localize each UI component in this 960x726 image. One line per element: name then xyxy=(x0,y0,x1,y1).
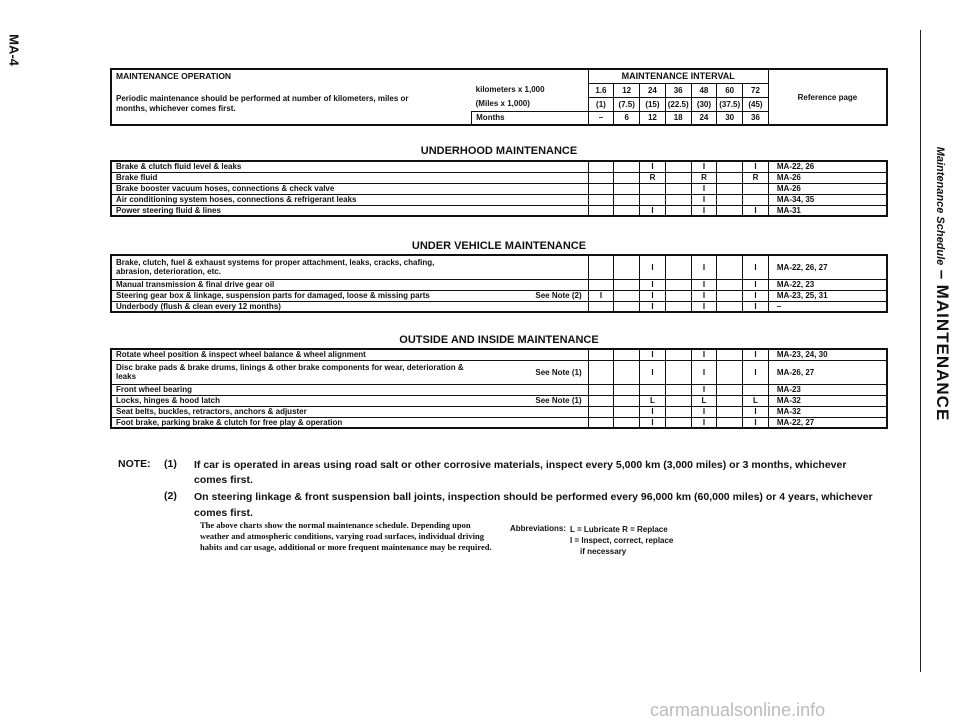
interval-mark: R xyxy=(743,172,769,183)
operation-label: Brake fluid xyxy=(111,172,472,183)
interval-mark xyxy=(665,384,691,395)
reference-page: MA-23, 24, 30 xyxy=(768,349,887,360)
interval-mark xyxy=(614,290,640,301)
interval-mark xyxy=(588,349,614,360)
section-table xyxy=(110,254,888,313)
reference-page: MA-23 xyxy=(768,384,887,395)
reference-page: MA-23, 25, 31 xyxy=(768,290,887,301)
miles-cell: (1) xyxy=(588,97,614,111)
operation-label: Disc brake pads & brake drums, linings & other brake components for wear, deterioration & leaks xyxy=(111,360,472,384)
interval-mark xyxy=(614,349,640,360)
section-title: UNDERHOOD MAINTENANCE xyxy=(420,145,578,157)
schedule-row xyxy=(111,360,887,384)
interval-mark xyxy=(614,183,640,194)
interval-mark xyxy=(717,183,743,194)
section-title: OUTSIDE AND INSIDE MAINTENANCE xyxy=(399,334,599,346)
footer-text: The above charts show the normal maintenance schedule. Depending upon weather and atmospheric conditions, varying road surfaces, individual driving habits and car usage, additional or more frequent maintenance may be required. xyxy=(200,520,492,553)
abbreviations xyxy=(510,524,673,558)
interval-mark xyxy=(717,360,743,384)
note-number: (2) xyxy=(164,490,177,503)
schedule-row xyxy=(111,279,887,290)
interval-mark xyxy=(665,301,691,312)
interval-mark: I xyxy=(743,360,769,384)
interval-mark xyxy=(588,161,614,172)
reference-page: MA-32 xyxy=(768,395,887,406)
miles-cell: (22.5) xyxy=(665,97,691,111)
km-cell: 12 xyxy=(614,83,640,97)
interval-mark xyxy=(588,194,614,205)
reference-page: MA-22, 27 xyxy=(768,417,887,428)
operation-label: Locks, hinges & hood latch xyxy=(111,395,472,406)
interval-mark xyxy=(717,349,743,360)
interval-mark: I xyxy=(691,205,717,216)
operation-label: Underbody (flush & clean every 12 months) xyxy=(111,301,472,312)
operation-note xyxy=(472,349,588,360)
interval-mark: I xyxy=(691,161,717,172)
operation-note xyxy=(472,194,588,205)
interval-mark xyxy=(614,279,640,290)
reference-page: MA-26 xyxy=(768,183,887,194)
schedule-row xyxy=(111,301,887,312)
side-title xyxy=(930,24,954,544)
interval-mark xyxy=(614,255,640,279)
interval-mark: R xyxy=(640,172,666,183)
months-cell: 24 xyxy=(691,111,717,125)
interval-mark: L xyxy=(640,395,666,406)
interval-mark xyxy=(588,384,614,395)
interval-mark: L xyxy=(743,395,769,406)
interval-mark xyxy=(717,395,743,406)
interval-mark xyxy=(717,279,743,290)
note-text: On steering linkage & front suspension ball joints, inspection should be performed every 96,000 km (60,000 miles) or 4 years, whichever comes first. xyxy=(194,491,873,519)
reference-page: MA-31 xyxy=(768,205,887,216)
schedule-row xyxy=(111,172,887,183)
note-text: If car is operated in areas using road salt or other corrosive materials, inspect every 5,000 km (3,000 miles) or 3 months, whichever comes first. xyxy=(194,459,847,487)
operation-label: Seat belts, buckles, retractors, anchors & adjuster xyxy=(111,406,472,417)
operation-desc: Periodic maintenance should be performed at number of kilometers, miles or months, whichever comes first. xyxy=(116,94,409,113)
interval-mark xyxy=(640,183,666,194)
interval-mark: I xyxy=(691,301,717,312)
interval-title: MAINTENANCE INTERVAL xyxy=(588,69,768,83)
interval-mark: I xyxy=(691,279,717,290)
reference-page: MA-22, 26 xyxy=(768,161,887,172)
reference-page: MA-32 xyxy=(768,406,887,417)
interval-mark xyxy=(640,384,666,395)
interval-mark xyxy=(717,194,743,205)
interval-mark: I xyxy=(588,290,614,301)
interval-mark: I xyxy=(640,406,666,417)
operation-label: Steering gear box & linkage, suspension parts for damaged, loose & missing parts xyxy=(111,290,472,301)
interval-mark xyxy=(717,384,743,395)
interval-mark: I xyxy=(743,290,769,301)
schedule-row xyxy=(111,194,887,205)
section-table xyxy=(110,160,888,217)
interval-mark xyxy=(665,172,691,183)
interval-mark: I xyxy=(743,279,769,290)
miles-label: (Miles x 1,000) xyxy=(475,99,530,109)
reference-page: MA-34, 35 xyxy=(768,194,887,205)
km-cell: 60 xyxy=(717,83,743,97)
operation-label: Rotate wheel position & inspect wheel balance & wheel alignment xyxy=(111,349,472,360)
abbreviations-label: Abbreviations: xyxy=(510,524,567,533)
interval-mark xyxy=(588,301,614,312)
schedule-row xyxy=(111,255,887,279)
interval-mark: I xyxy=(691,406,717,417)
interval-mark: I xyxy=(640,290,666,301)
interval-mark xyxy=(717,205,743,216)
km-cell: 36 xyxy=(665,83,691,97)
operation-note: See Note (2) xyxy=(472,290,588,301)
interval-mark xyxy=(665,360,691,384)
interval-mark: I xyxy=(743,255,769,279)
operation-note: See Note (1) xyxy=(472,360,588,384)
operation-title: MAINTENANCE OPERATION xyxy=(116,70,232,81)
interval-mark xyxy=(665,205,691,216)
note-lead: NOTE: xyxy=(118,458,151,470)
side-title-sep: – xyxy=(933,269,952,281)
interval-mark xyxy=(614,417,640,428)
months-cell: 6 xyxy=(614,111,640,125)
interval-mark: I xyxy=(691,384,717,395)
miles-cell: (7.5) xyxy=(614,97,640,111)
interval-mark xyxy=(588,395,614,406)
miles-cell: (15) xyxy=(640,97,666,111)
interval-mark xyxy=(614,384,640,395)
interval-mark: I xyxy=(743,205,769,216)
miles-cell: (45) xyxy=(743,97,769,111)
interval-mark: I xyxy=(640,360,666,384)
interval-mark xyxy=(614,406,640,417)
interval-mark xyxy=(665,194,691,205)
reference-page: MA-22, 26, 27 xyxy=(768,255,887,279)
interval-mark: I xyxy=(743,349,769,360)
km-cell: 48 xyxy=(691,83,717,97)
operation-label: Foot brake, parking brake & clutch for free play & operation xyxy=(111,417,472,428)
interval-mark xyxy=(665,395,691,406)
operation-label: Front wheel bearing xyxy=(111,384,472,395)
interval-mark: I xyxy=(640,205,666,216)
side-title-main: MAINTENANCE xyxy=(933,284,952,422)
interval-mark xyxy=(665,406,691,417)
abbreviation-line: if necessary xyxy=(580,547,627,557)
operation-note xyxy=(472,172,588,183)
operation-label: Brake booster vacuum hoses, connections & check valve xyxy=(111,183,472,194)
interval-mark: I xyxy=(640,301,666,312)
interval-mark: I xyxy=(691,360,717,384)
schedule-row xyxy=(111,205,887,216)
km-cell: 24 xyxy=(640,83,666,97)
interval-mark xyxy=(665,279,691,290)
operation-note xyxy=(472,205,588,216)
interval-mark xyxy=(588,360,614,384)
interval-mark xyxy=(743,194,769,205)
interval-mark xyxy=(588,406,614,417)
notes xyxy=(118,458,878,523)
page-code: MA-4 xyxy=(6,34,22,66)
schedule-row xyxy=(111,161,887,172)
interval-mark: I xyxy=(691,255,717,279)
interval-mark xyxy=(588,417,614,428)
interval-mark: I xyxy=(640,255,666,279)
interval-mark xyxy=(717,301,743,312)
reference-page: MA-22, 23 xyxy=(768,279,887,290)
miles-cell: (30) xyxy=(691,97,717,111)
km-label: kilometers x 1,000 xyxy=(475,85,545,95)
operation-label: Power steering fluid & lines xyxy=(111,205,472,216)
months-cell: 12 xyxy=(640,111,666,125)
km-cell: 72 xyxy=(743,83,769,97)
interval-mark: I xyxy=(691,194,717,205)
operation-note xyxy=(472,384,588,395)
interval-mark xyxy=(665,349,691,360)
note-number: (1) xyxy=(164,458,177,470)
months-cell: 30 xyxy=(717,111,743,125)
operation-label: Air conditioning system hoses, connections & refrigerant leaks xyxy=(111,194,472,205)
interval-mark xyxy=(743,384,769,395)
interval-mark xyxy=(588,183,614,194)
section-title: UNDER VEHICLE MAINTENANCE xyxy=(411,240,587,252)
reference-page: – xyxy=(768,301,887,312)
schedule-row xyxy=(111,384,887,395)
schedule-row xyxy=(111,406,887,417)
interval-mark: I xyxy=(743,417,769,428)
schedule-row xyxy=(111,183,887,194)
interval-mark xyxy=(588,172,614,183)
operation-label: Brake, clutch, fuel & exhaust systems for proper attachment, leaks, cracks, chafing, abrasion, deterioration, etc. xyxy=(111,255,472,279)
interval-mark xyxy=(614,172,640,183)
section-table xyxy=(110,348,888,429)
side-title-italic: Maintenance Schedule xyxy=(934,146,946,266)
interval-mark: I xyxy=(640,279,666,290)
interval-mark: I xyxy=(640,161,666,172)
interval-mark: I xyxy=(691,290,717,301)
months-cell: 18 xyxy=(665,111,691,125)
interval-mark xyxy=(588,279,614,290)
operation-note xyxy=(472,183,588,194)
interval-mark: I xyxy=(640,417,666,428)
interval-mark xyxy=(717,417,743,428)
interval-mark xyxy=(640,194,666,205)
operation-note xyxy=(472,406,588,417)
schedule-row xyxy=(111,349,887,360)
miles-cell: (37.5) xyxy=(717,97,743,111)
interval-mark: I xyxy=(743,161,769,172)
schedule-row xyxy=(111,417,887,428)
interval-mark xyxy=(614,360,640,384)
abbreviation-line: L = Lubricate R = Replace xyxy=(570,525,668,534)
interval-mark xyxy=(614,395,640,406)
interval-mark xyxy=(614,301,640,312)
interval-mark xyxy=(717,406,743,417)
schedule-row xyxy=(111,395,887,406)
interval-mark: I xyxy=(640,349,666,360)
interval-mark: I xyxy=(743,406,769,417)
interval-mark xyxy=(588,205,614,216)
reference-page: MA-26, 27 xyxy=(768,360,887,384)
margin-rule xyxy=(920,30,921,672)
interval-mark xyxy=(665,417,691,428)
abbreviation-line: I = Inspect, correct, replace xyxy=(570,536,674,546)
interval-mark xyxy=(588,255,614,279)
interval-mark: L xyxy=(691,395,717,406)
months-label: Months xyxy=(472,111,588,125)
interval-mark: I xyxy=(691,417,717,428)
interval-mark xyxy=(665,183,691,194)
interval-mark xyxy=(717,161,743,172)
months-cell: – xyxy=(588,111,614,125)
interval-mark xyxy=(665,161,691,172)
interval-mark xyxy=(665,255,691,279)
operation-note xyxy=(472,255,588,279)
reference-title: Reference page xyxy=(768,69,887,125)
operation-note xyxy=(472,417,588,428)
interval-mark: I xyxy=(691,183,717,194)
operation-note xyxy=(472,279,588,290)
operation-label: Manual transmission & final drive gear oil xyxy=(111,279,472,290)
months-cell: 36 xyxy=(743,111,769,125)
watermark: carmanualsonline.info xyxy=(650,700,826,720)
interval-mark xyxy=(614,161,640,172)
interval-mark xyxy=(717,290,743,301)
schedule-row xyxy=(111,290,887,301)
operation-note: See Note (1) xyxy=(472,395,588,406)
reference-page: MA-26 xyxy=(768,172,887,183)
operation-note xyxy=(472,301,588,312)
operation-label: Brake & clutch fluid level & leaks xyxy=(111,161,472,172)
interval-mark xyxy=(665,290,691,301)
interval-mark xyxy=(743,183,769,194)
interval-mark xyxy=(717,172,743,183)
interval-mark: I xyxy=(743,301,769,312)
km-cell: 1.6 xyxy=(588,83,614,97)
schedule-header xyxy=(110,68,888,126)
operation-note xyxy=(472,161,588,172)
interval-mark xyxy=(717,255,743,279)
interval-mark: I xyxy=(691,349,717,360)
interval-mark xyxy=(614,194,640,205)
interval-mark xyxy=(614,205,640,216)
interval-mark: R xyxy=(691,172,717,183)
